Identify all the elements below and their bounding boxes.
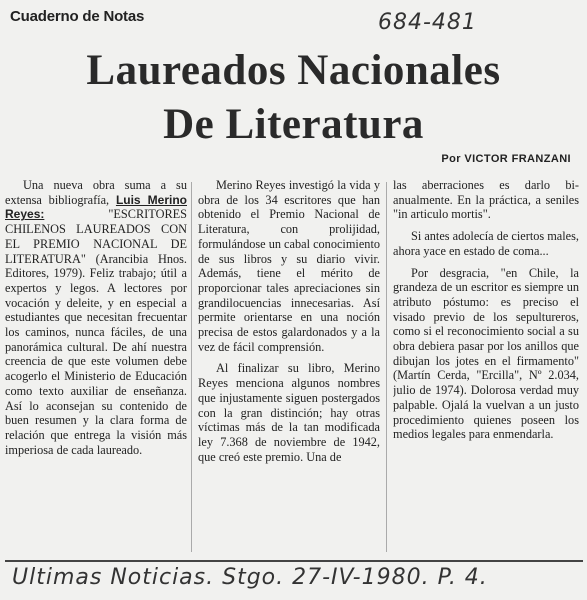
paragraph: las aberraciones es darlo bi-anualmente. En la práctica, a seniles "in articulo mortis". [393,178,579,222]
section-label: Cuaderno de Notas [10,8,145,25]
column-divider [386,182,387,552]
handwritten-source-note: Ultimas Noticias. Stgo. 27-IV-1980. P. 4. [12,565,488,590]
paragraph-lead: Una nueva obra suma a su extensa bibliografía, [5,178,187,207]
paragraph-text: "ESCRITORES CHILENOS LAUREADOS CON EL PREMIO NACIONAL DE LITERATURA" (Arancibia Hnos. Editores, 1979). Feliz trabajo; útil a expertos y legos. A lectores por vocación y deleite, y en especial a estudiantes que necesitan frecuentar los caminos, nunca fáciles, de una panorámica cultural. De ahí nuestra creencia de que este volumen debe acogerlo el Ministerio de Educación como texto auxiliar de enseñanza. Así lo aconsejan su contenido de buen resumen y la clara forma de relación que entrega la visión más imperiosa de cada laureado. [5,207,187,457]
article-column-3 [393,178,579,556]
paragraph: Merino Reyes investigó la vida y obra de los 34 escritores que han obtenido el Premio Nacional de Literatura, con prolijidad, formulándose un cabal conocimiento de sus libros y su diario vivir. Además, tiene el mérito de proporcionar tales apreciaciones sin grandilocuencias innecesarias. Así permite orientarse en una noción precisa de estos galardonados y a la vez de fácil comprensión. [198,178,380,354]
paragraph: Por desgracia, "en Chile, la grandeza de un escritor es siempre un atributo póstumo: es preciso el visado previo de los sepultureros, como si el reconocimiento social a su obra debiera pasar por los anillos que dibujan los jotes en el firmamento" (Martín Cerda, "Ercilla", Nº 2.034, julio de 1974). Dolorosa verdad muy palpable. Ojalá la vuelvan a un justo procedimiento quienes poseen los medios legales para enmendarla. [393,265,579,442]
headline-line-1: Laureados Nacionales [86,47,501,94]
paragraph [5,178,187,457]
bottom-rule [5,560,583,562]
column-divider [191,182,192,552]
article-column-2 [198,178,380,556]
author-name: Luis Merino Reyes: [5,192,187,222]
paragraph: Al finalizar su libro, Merino Reyes menciona algunos nombres que injustamente siguen postergados con la gran distinción; hay otras víctimas más de la tan modificada ley 7.368 de noviembre de 1942, que creó este premio. Una de [198,361,380,464]
headline-line-2: De Literatura [163,101,424,148]
handwritten-catalog-number: 684-481 [378,10,477,35]
paragraph: Si antes adolecía de ciertos males, ahora yace en estado de coma... [393,229,579,258]
byline: Por VICTOR FRANZANI [441,153,571,165]
article-column-1 [5,178,187,556]
